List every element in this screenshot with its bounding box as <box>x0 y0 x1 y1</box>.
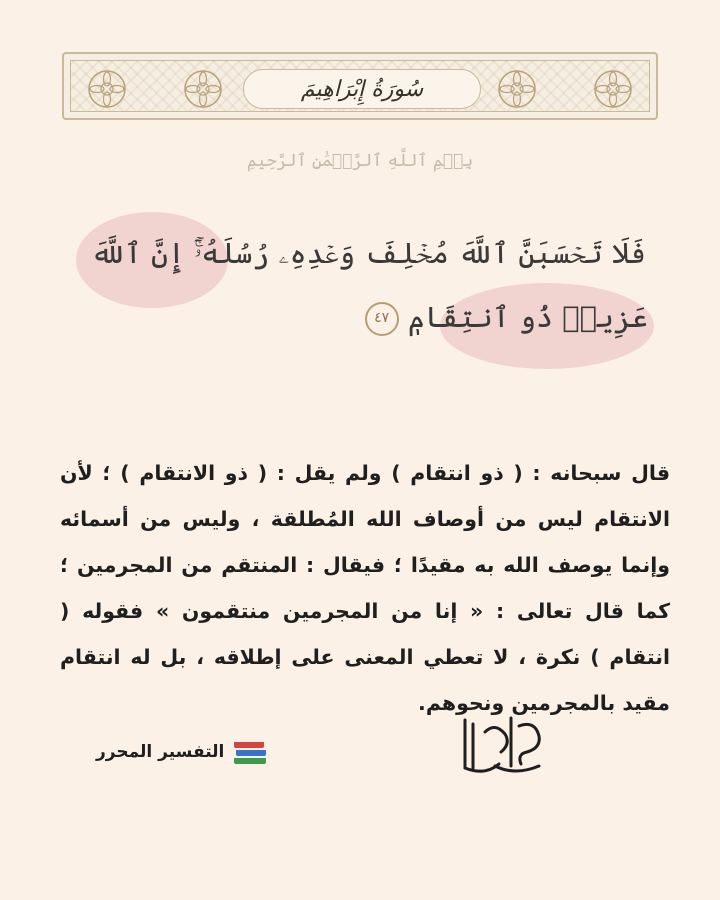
rosette-ornament-icon <box>495 67 539 111</box>
verse-line-2 <box>361 300 648 336</box>
basmala: بِسۡمِ ٱللَّهِ ٱلرَّحۡمَٰنِ ٱلرَّحِيمِ <box>246 151 474 171</box>
surah-title-cartouche <box>243 69 481 109</box>
tafsir-paragraph: قال سبحانه : ( ذو انتقام ) ولم يقل : ( ذو الانتقام ) ؛ لأن الانتقام ليس من أوصاف الله المُطلقة ، وليس من أسمائه وإنما يوصف الله به مقيدًا ؛ فيقال : المنتقم من المجرمين ؛ كما قال تعالى : « إنا من المجرمين منتقمون » فقوله ( انتقام ) نكرة ، لا تعطي المعنى على إطلاقه ، بل له انتقام مقيد بالمجرمين ونحوهم. <box>60 461 670 715</box>
source-label: التفسير المحرر <box>96 742 225 762</box>
verse-line-1: فَلَا تَحۡسَبَنَّ ٱللَّهَ مُخۡلِفَ وَعۡدِهِۦ رُسُلَهُۥٓۚ إِنَّ ٱللَّهَ <box>90 236 646 270</box>
surah-title: سُورَةُ إِبْرَاهِيمَ <box>300 76 424 102</box>
logo-text: العلم النافع <box>469 740 535 756</box>
surah-header-frame <box>62 52 658 120</box>
rosette-ornament-icon <box>85 67 129 111</box>
al-ilm-al-nafi-logo <box>455 712 549 778</box>
rosette-ornament-icon <box>181 67 225 111</box>
frame-pattern <box>70 60 650 112</box>
books-icon <box>230 737 270 767</box>
source-attribution <box>96 737 270 767</box>
rosette-ornament-icon <box>591 67 635 111</box>
ayah-number-marker: ٤٧ <box>365 302 399 336</box>
verse-line-2-text: عَزِيزٞ ذُو ٱنتِقَامٖ <box>407 300 648 334</box>
